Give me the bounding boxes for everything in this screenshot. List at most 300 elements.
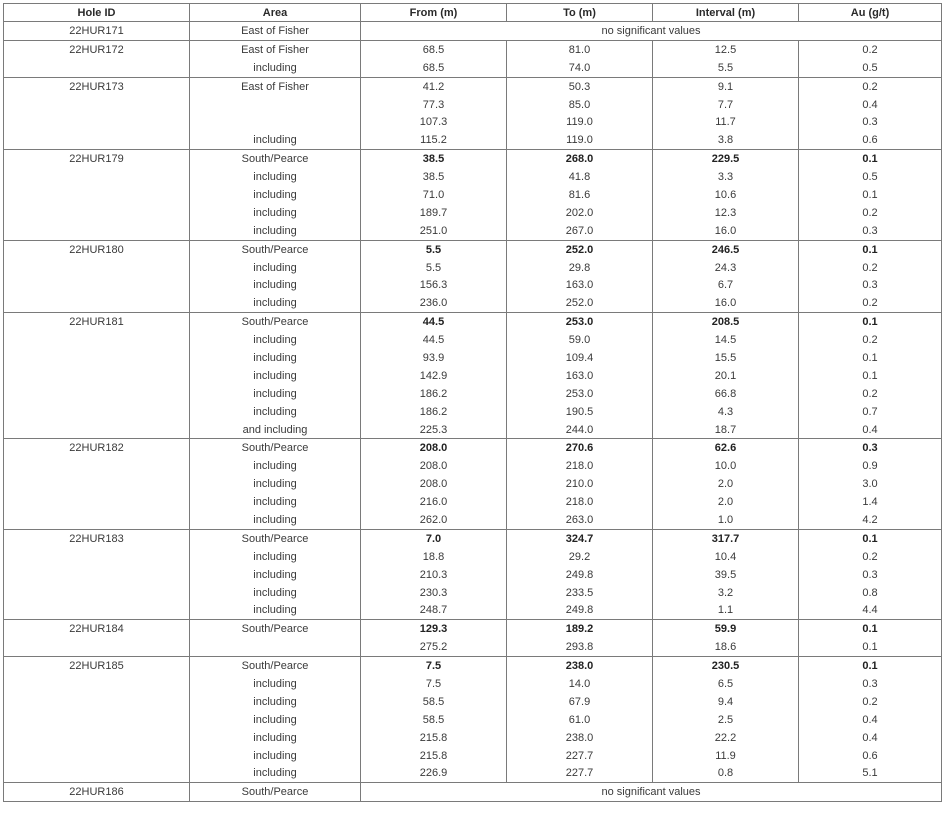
area-cell: including — [190, 204, 361, 222]
to-cell: 227.7 — [507, 765, 653, 783]
from-cell: 18.8 — [361, 548, 507, 566]
table-row — [4, 96, 942, 114]
from-cell: 156.3 — [361, 276, 507, 294]
interval-cell: 12.5 — [653, 40, 799, 58]
interval-cell: 15.5 — [653, 349, 799, 367]
hole-id-cell — [4, 675, 190, 693]
au-cell: 0.4 — [799, 421, 942, 439]
table-row — [4, 657, 942, 675]
to-cell: 119.0 — [507, 131, 653, 149]
from-cell: 107.3 — [361, 113, 507, 131]
interval-cell: 230.5 — [653, 657, 799, 675]
from-cell: 129.3 — [361, 620, 507, 638]
table-row — [4, 204, 942, 222]
au-cell: 0.1 — [799, 313, 942, 331]
table-row — [4, 259, 942, 277]
table-row — [4, 113, 942, 131]
hole-id-cell — [4, 602, 190, 620]
to-cell: 324.7 — [507, 529, 653, 547]
table-row — [4, 511, 942, 529]
from-cell: 93.9 — [361, 349, 507, 367]
to-cell: 67.9 — [507, 693, 653, 711]
from-cell: 208.0 — [361, 439, 507, 457]
table-row — [4, 150, 942, 168]
hole-id-cell: 22HUR184 — [4, 620, 190, 638]
area-cell: including — [190, 711, 361, 729]
to-cell: 253.0 — [507, 313, 653, 331]
to-cell: 119.0 — [507, 113, 653, 131]
hole-id-cell — [4, 59, 190, 77]
from-cell: 262.0 — [361, 511, 507, 529]
from-cell: 189.7 — [361, 204, 507, 222]
table-row — [4, 711, 942, 729]
au-cell: 5.1 — [799, 765, 942, 783]
interval-cell: 9.1 — [653, 77, 799, 95]
table-row — [4, 168, 942, 186]
table-row — [4, 186, 942, 204]
table-row — [4, 40, 942, 58]
table-row — [4, 131, 942, 149]
to-cell: 85.0 — [507, 96, 653, 114]
hole-id-cell: 22HUR180 — [4, 240, 190, 258]
to-cell: 263.0 — [507, 511, 653, 529]
area-cell: East of Fisher — [190, 77, 361, 95]
from-cell: 68.5 — [361, 40, 507, 58]
interval-cell: 16.0 — [653, 222, 799, 240]
header-to: To (m) — [507, 4, 653, 22]
from-cell: 230.3 — [361, 584, 507, 602]
interval-cell: 1.1 — [653, 602, 799, 620]
au-cell: 0.1 — [799, 150, 942, 168]
from-cell: 58.5 — [361, 693, 507, 711]
hole-id-cell — [4, 276, 190, 294]
to-cell: 109.4 — [507, 349, 653, 367]
hole-id-cell — [4, 711, 190, 729]
from-cell: 186.2 — [361, 403, 507, 421]
area-cell: including — [190, 747, 361, 765]
from-cell: 186.2 — [361, 385, 507, 403]
area-cell: including — [190, 493, 361, 511]
area-cell: including — [190, 131, 361, 149]
area-cell: including — [190, 566, 361, 584]
au-cell: 0.2 — [799, 385, 942, 403]
from-cell: 142.9 — [361, 367, 507, 385]
from-cell: 225.3 — [361, 421, 507, 439]
to-cell: 244.0 — [507, 421, 653, 439]
interval-cell: 12.3 — [653, 204, 799, 222]
hole-id-cell — [4, 584, 190, 602]
hole-id-cell: 22HUR185 — [4, 657, 190, 675]
header-row — [4, 4, 942, 22]
interval-cell: 16.0 — [653, 294, 799, 312]
au-cell: 0.3 — [799, 276, 942, 294]
to-cell: 253.0 — [507, 385, 653, 403]
au-cell: 0.8 — [799, 584, 942, 602]
to-cell: 61.0 — [507, 711, 653, 729]
area-cell: including — [190, 548, 361, 566]
interval-cell: 2.5 — [653, 711, 799, 729]
table-row — [4, 765, 942, 783]
from-cell: 38.5 — [361, 150, 507, 168]
table-row — [4, 222, 942, 240]
area-cell: including — [190, 59, 361, 77]
to-cell: 163.0 — [507, 276, 653, 294]
drill-results-table — [3, 3, 942, 802]
table-row — [4, 421, 942, 439]
area-cell: including — [190, 222, 361, 240]
interval-cell: 22.2 — [653, 729, 799, 747]
area-cell: South/Pearce — [190, 150, 361, 168]
interval-cell: 229.5 — [653, 150, 799, 168]
au-cell: 0.1 — [799, 367, 942, 385]
hole-id-cell — [4, 475, 190, 493]
to-cell: 202.0 — [507, 204, 653, 222]
area-cell: including — [190, 693, 361, 711]
au-cell: 0.3 — [799, 439, 942, 457]
to-cell: 29.8 — [507, 259, 653, 277]
hole-id-cell — [4, 259, 190, 277]
to-cell: 29.2 — [507, 548, 653, 566]
interval-cell: 10.0 — [653, 457, 799, 475]
hole-id-cell — [4, 294, 190, 312]
to-cell: 41.8 — [507, 168, 653, 186]
au-cell: 0.2 — [799, 77, 942, 95]
au-cell: 0.2 — [799, 693, 942, 711]
area-cell: South/Pearce — [190, 240, 361, 258]
table-row — [4, 276, 942, 294]
au-cell: 0.7 — [799, 403, 942, 421]
to-cell: 59.0 — [507, 331, 653, 349]
interval-cell: 18.7 — [653, 421, 799, 439]
to-cell: 249.8 — [507, 566, 653, 584]
from-cell: 215.8 — [361, 729, 507, 747]
au-cell: 0.2 — [799, 204, 942, 222]
table-row — [4, 439, 942, 457]
interval-cell: 0.8 — [653, 765, 799, 783]
to-cell: 190.5 — [507, 403, 653, 421]
hole-id-cell — [4, 131, 190, 149]
from-cell: 58.5 — [361, 711, 507, 729]
header-hole-id: Hole ID — [4, 4, 190, 22]
au-cell: 0.1 — [799, 620, 942, 638]
header-au: Au (g/t) — [799, 4, 942, 22]
table-row — [4, 59, 942, 77]
to-cell: 267.0 — [507, 222, 653, 240]
interval-cell: 9.4 — [653, 693, 799, 711]
table-row — [4, 566, 942, 584]
interval-cell: 6.5 — [653, 675, 799, 693]
area-cell: including — [190, 602, 361, 620]
to-cell: 218.0 — [507, 457, 653, 475]
area-cell: including — [190, 276, 361, 294]
interval-cell: 62.6 — [653, 439, 799, 457]
au-cell: 0.3 — [799, 566, 942, 584]
to-cell: 210.0 — [507, 475, 653, 493]
interval-cell: 3.8 — [653, 131, 799, 149]
interval-cell: 10.6 — [653, 186, 799, 204]
to-cell: 163.0 — [507, 367, 653, 385]
au-cell: 0.6 — [799, 747, 942, 765]
au-cell: 0.5 — [799, 168, 942, 186]
from-cell: 44.5 — [361, 313, 507, 331]
to-cell: 238.0 — [507, 729, 653, 747]
header-interval: Interval (m) — [653, 4, 799, 22]
hole-id-cell: 22HUR179 — [4, 150, 190, 168]
table-row — [4, 529, 942, 547]
au-cell: 0.2 — [799, 40, 942, 58]
area-cell: and including — [190, 421, 361, 439]
from-cell: 248.7 — [361, 602, 507, 620]
au-cell: 0.5 — [799, 59, 942, 77]
au-cell: 1.4 — [799, 493, 942, 511]
au-cell: 4.2 — [799, 511, 942, 529]
table-row — [4, 693, 942, 711]
au-cell: 3.0 — [799, 475, 942, 493]
from-cell: 38.5 — [361, 168, 507, 186]
hole-id-cell — [4, 186, 190, 204]
no-significant-values-cell: no significant values — [361, 22, 942, 41]
interval-cell: 59.9 — [653, 620, 799, 638]
au-cell: 0.2 — [799, 548, 942, 566]
from-cell: 215.8 — [361, 747, 507, 765]
header-area: Area — [190, 4, 361, 22]
interval-cell: 18.6 — [653, 638, 799, 656]
from-cell: 115.2 — [361, 131, 507, 149]
table-row — [4, 747, 942, 765]
au-cell: 0.9 — [799, 457, 942, 475]
table-row — [4, 620, 942, 638]
table-row — [4, 638, 942, 656]
hole-id-cell: 22HUR171 — [4, 22, 190, 41]
area-cell — [190, 96, 361, 114]
interval-cell: 1.0 — [653, 511, 799, 529]
interval-cell: 24.3 — [653, 259, 799, 277]
au-cell: 0.3 — [799, 222, 942, 240]
hole-id-cell — [4, 403, 190, 421]
from-cell: 7.5 — [361, 675, 507, 693]
from-cell: 216.0 — [361, 493, 507, 511]
au-cell: 0.1 — [799, 529, 942, 547]
table-row — [4, 548, 942, 566]
area-cell: including — [190, 385, 361, 403]
from-cell: 41.2 — [361, 77, 507, 95]
area-cell: including — [190, 675, 361, 693]
interval-cell: 3.3 — [653, 168, 799, 186]
area-cell: South/Pearce — [190, 313, 361, 331]
area-cell: South/Pearce — [190, 439, 361, 457]
au-cell: 0.3 — [799, 675, 942, 693]
header-from: From (m) — [361, 4, 507, 22]
area-cell — [190, 113, 361, 131]
hole-id-cell — [4, 729, 190, 747]
au-cell: 0.1 — [799, 240, 942, 258]
hole-id-cell — [4, 421, 190, 439]
table-row — [4, 602, 942, 620]
au-cell: 0.4 — [799, 729, 942, 747]
from-cell: 208.0 — [361, 475, 507, 493]
to-cell: 268.0 — [507, 150, 653, 168]
area-cell: including — [190, 259, 361, 277]
area-cell: South/Pearce — [190, 620, 361, 638]
au-cell: 0.3 — [799, 113, 942, 131]
interval-cell: 4.3 — [653, 403, 799, 421]
hole-id-cell — [4, 367, 190, 385]
au-cell: 0.2 — [799, 294, 942, 312]
area-cell: including — [190, 367, 361, 385]
table-body — [4, 22, 942, 802]
area-cell: South/Pearce — [190, 529, 361, 547]
hole-id-cell — [4, 638, 190, 656]
hole-id-cell — [4, 747, 190, 765]
table-row — [4, 675, 942, 693]
hole-id-cell: 22HUR182 — [4, 439, 190, 457]
interval-cell: 39.5 — [653, 566, 799, 584]
hole-id-cell — [4, 566, 190, 584]
area-cell: including — [190, 331, 361, 349]
interval-cell: 317.7 — [653, 529, 799, 547]
interval-cell: 10.4 — [653, 548, 799, 566]
hole-id-cell — [4, 222, 190, 240]
table-row — [4, 783, 942, 802]
interval-cell: 5.5 — [653, 59, 799, 77]
table-row — [4, 584, 942, 602]
to-cell: 74.0 — [507, 59, 653, 77]
hole-id-cell — [4, 204, 190, 222]
area-cell: including — [190, 349, 361, 367]
table-row — [4, 331, 942, 349]
table-row — [4, 475, 942, 493]
area-cell: South/Pearce — [190, 783, 361, 802]
interval-cell: 2.0 — [653, 475, 799, 493]
hole-id-cell: 22HUR183 — [4, 529, 190, 547]
area-cell: including — [190, 294, 361, 312]
area-cell: including — [190, 475, 361, 493]
interval-cell: 66.8 — [653, 385, 799, 403]
interval-cell: 11.9 — [653, 747, 799, 765]
to-cell: 270.6 — [507, 439, 653, 457]
area-cell: South/Pearce — [190, 657, 361, 675]
hole-id-cell — [4, 548, 190, 566]
table-row — [4, 22, 942, 41]
to-cell: 81.6 — [507, 186, 653, 204]
from-cell: 5.5 — [361, 259, 507, 277]
table-row — [4, 403, 942, 421]
hole-id-cell — [4, 331, 190, 349]
hole-id-cell — [4, 457, 190, 475]
from-cell: 44.5 — [361, 331, 507, 349]
interval-cell: 208.5 — [653, 313, 799, 331]
to-cell: 218.0 — [507, 493, 653, 511]
from-cell: 208.0 — [361, 457, 507, 475]
from-cell: 68.5 — [361, 59, 507, 77]
no-significant-values-cell: no significant values — [361, 783, 942, 802]
hole-id-cell: 22HUR186 — [4, 783, 190, 802]
hole-id-cell — [4, 511, 190, 529]
hole-id-cell — [4, 113, 190, 131]
table-row — [4, 729, 942, 747]
area-cell: including — [190, 403, 361, 421]
from-cell: 236.0 — [361, 294, 507, 312]
area-cell: including — [190, 186, 361, 204]
from-cell: 226.9 — [361, 765, 507, 783]
to-cell: 227.7 — [507, 747, 653, 765]
area-cell: including — [190, 511, 361, 529]
au-cell: 0.1 — [799, 657, 942, 675]
hole-id-cell — [4, 349, 190, 367]
interval-cell: 246.5 — [653, 240, 799, 258]
to-cell: 189.2 — [507, 620, 653, 638]
au-cell: 4.4 — [799, 602, 942, 620]
to-cell: 293.8 — [507, 638, 653, 656]
interval-cell: 6.7 — [653, 276, 799, 294]
hole-id-cell: 22HUR181 — [4, 313, 190, 331]
table-row — [4, 367, 942, 385]
au-cell: 0.4 — [799, 96, 942, 114]
hole-id-cell: 22HUR172 — [4, 40, 190, 58]
interval-cell: 20.1 — [653, 367, 799, 385]
from-cell: 251.0 — [361, 222, 507, 240]
au-cell: 0.1 — [799, 349, 942, 367]
table-row — [4, 294, 942, 312]
area-cell: East of Fisher — [190, 22, 361, 41]
from-cell: 7.0 — [361, 529, 507, 547]
table-row — [4, 77, 942, 95]
from-cell: 71.0 — [361, 186, 507, 204]
hole-id-cell — [4, 96, 190, 114]
from-cell: 5.5 — [361, 240, 507, 258]
to-cell: 81.0 — [507, 40, 653, 58]
hole-id-cell — [4, 168, 190, 186]
to-cell: 238.0 — [507, 657, 653, 675]
hole-id-cell — [4, 385, 190, 403]
table-row — [4, 313, 942, 331]
au-cell: 0.2 — [799, 331, 942, 349]
area-cell: including — [190, 729, 361, 747]
au-cell: 0.1 — [799, 638, 942, 656]
au-cell: 0.1 — [799, 186, 942, 204]
table-row — [4, 385, 942, 403]
to-cell: 50.3 — [507, 77, 653, 95]
area-cell: including — [190, 765, 361, 783]
from-cell: 77.3 — [361, 96, 507, 114]
hole-id-cell — [4, 693, 190, 711]
area-cell: including — [190, 168, 361, 186]
from-cell: 275.2 — [361, 638, 507, 656]
to-cell: 249.8 — [507, 602, 653, 620]
au-cell: 0.4 — [799, 711, 942, 729]
to-cell: 14.0 — [507, 675, 653, 693]
table-row — [4, 349, 942, 367]
from-cell: 7.5 — [361, 657, 507, 675]
area-cell: East of Fisher — [190, 40, 361, 58]
to-cell: 252.0 — [507, 294, 653, 312]
interval-cell: 11.7 — [653, 113, 799, 131]
interval-cell: 2.0 — [653, 493, 799, 511]
interval-cell: 7.7 — [653, 96, 799, 114]
interval-cell: 14.5 — [653, 331, 799, 349]
area-cell: including — [190, 457, 361, 475]
area-cell: including — [190, 584, 361, 602]
table-row — [4, 457, 942, 475]
au-cell: 0.6 — [799, 131, 942, 149]
au-cell: 0.2 — [799, 259, 942, 277]
from-cell: 210.3 — [361, 566, 507, 584]
hole-id-cell: 22HUR173 — [4, 77, 190, 95]
hole-id-cell — [4, 493, 190, 511]
table-row — [4, 240, 942, 258]
to-cell: 233.5 — [507, 584, 653, 602]
hole-id-cell — [4, 765, 190, 783]
